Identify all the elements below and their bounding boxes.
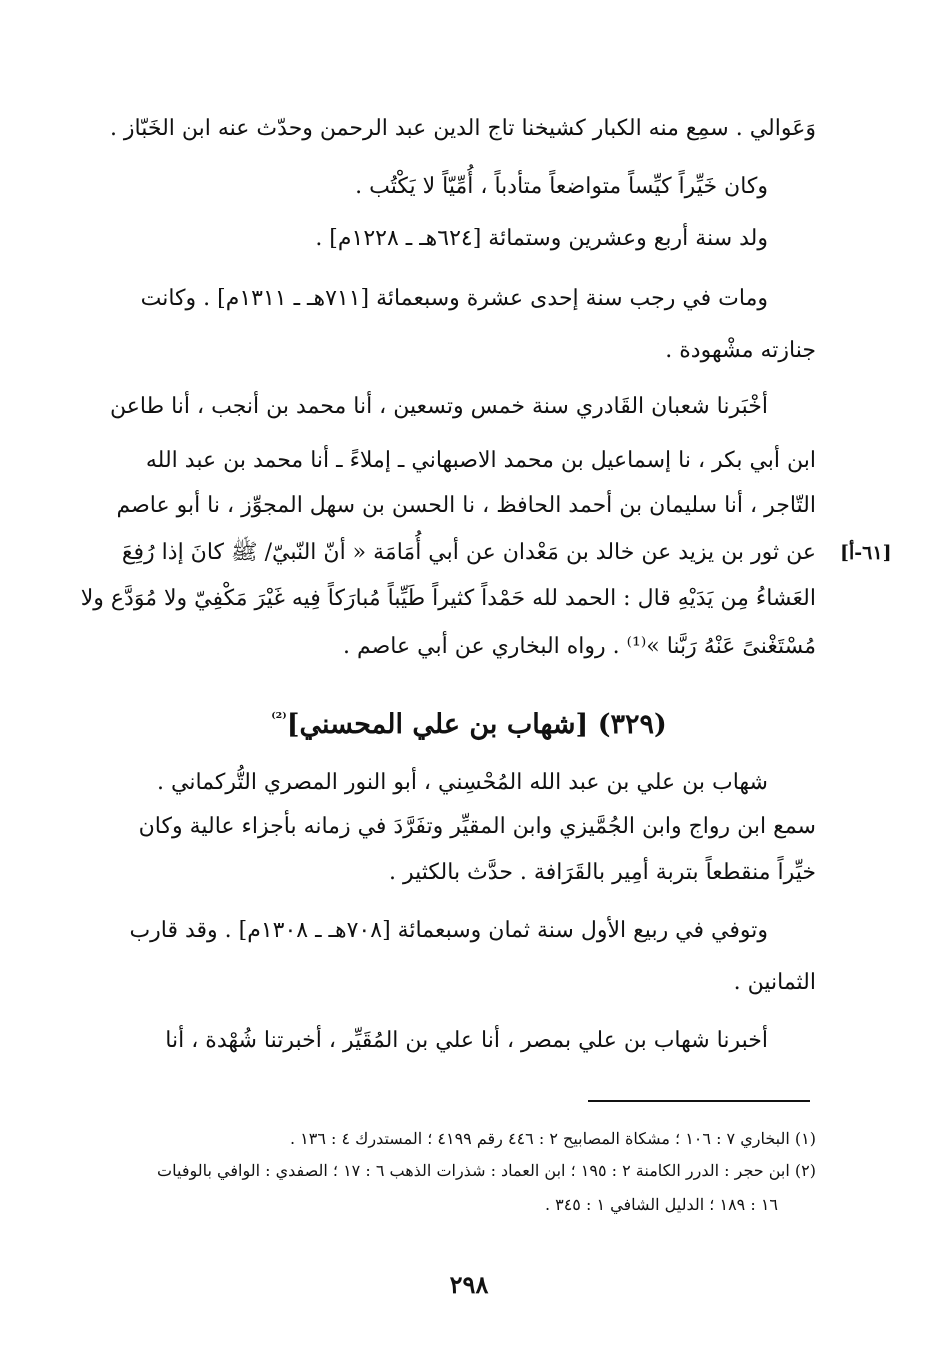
page-number: ٢٩٨ <box>449 1270 489 1299</box>
footnote-1: (١) البخاري ٧ : ١٠٦ ؛ مشكاة المصابيح ٢ : ٤٤٦ رقم ٤١٩٩ ؛ المستدرك ٤ : ١٣٦ . <box>289 1129 816 1148</box>
text-line: مُسْتَغْنىً عَنْهُ رَبَّنا »⁽¹⁾ . رواه البخاري عن أبي عاصم . <box>343 634 816 659</box>
text-line: أخبرنا شهاب بن علي بمصر ، أنا علي بن المُقَيِّر ، أخبرتنا شُهْدة ، أنا <box>165 1028 768 1053</box>
text-line: وتوفي في ربيع الأول سنة ثمان وسبعمائة [٧٠٨هـ ـ ١٣٠٨م] . وقد قارب <box>129 918 768 943</box>
text-line: عن ثور بن يزيد عن خالد بن مَعْدان عن أبي أُمَامَة « أنّ النّبيّ/ ﷺ كانَ إذا رُفِعَ <box>121 540 816 565</box>
text-line: وكان خَيِّراً كيِّساً متواضعاً متأدباً ، أُمِّيّاً لا يَكْتُب . <box>355 174 768 199</box>
text-line: خيِّراً منقطعاً بتربة أمِير بالقَرَافة . حدَّث بالكثير . <box>388 860 816 885</box>
text-line: شهاب بن علي بن عبد الله المُحْسِني ، أبو النور المصري التُّركماني . <box>157 770 768 795</box>
footnote-2: (٢) ابن حجر : الدرر الكامنة ٢ : ١٩٥ ؛ ابن العماد : شذرات الذهب ٦ : ١٧ ؛ الصفدي : الوافي بالوفيات <box>157 1161 816 1180</box>
text-line: ابن أبي بكر ، نا إسماعيل بن محمد الاصبهاني ـ إملاءً ـ أنا محمد بن عبد الله <box>145 448 816 473</box>
section-heading <box>0 696 938 747</box>
text-line: وَعَوالي . سمِع منه الكبار كشيخنا تاج الدين عبد الرحمن وحدّث عنه ابن الخَبّاز . <box>109 116 816 141</box>
text-line: أخْبَرنا شعبان القَادري سنة خمس وتسعين ، أنا محمد بن أنجب ، أنا طاعن <box>110 394 768 419</box>
text-line: جنازته مشْهودة . <box>665 338 816 363</box>
text-line: ومات في رجب سنة إحدى عشرة وسبعمائة [٧١١هـ ـ ١٣١١م] . وكانت <box>140 286 768 311</box>
manuscript-folio-ref: [٦١-أ] <box>840 542 892 564</box>
section-heading-text: (٣٢٩) [شهاب بن علي المحسني] <box>286 709 667 740</box>
text-line: التّاجر ، أنا سليمان بن أحمد الحافظ ، نا الحسن بن سهل المجوِّز ، نا أبو عاصم <box>116 493 816 518</box>
text-line: ولد سنة أربع وعشرين وستمائة [٦٢٤هـ ـ ١٢٢٨م] . <box>315 226 768 251</box>
footnote-rule <box>588 1100 810 1102</box>
footnote-marker: ⁽²⁾ <box>271 709 287 727</box>
text-line: سمع ابن رواج وابن الجُمَّيزي وابن المقيِّر وتفَرَّدَ في زمانه بأجزاء عالية وكان <box>138 814 816 839</box>
text-line: العَشاءُ مِن يَدَيْهِ قال : الحمد لله حَمْداً كثيراً طَيِّباً مُبارَكاً فِيه غَيْرَ مَكْفِيّ ولا مُوَدَّع ولا <box>80 586 816 611</box>
text-line: الثمانين . <box>733 970 816 995</box>
footnote-2-continued: ١٦ : ١٨٩ ؛ الدليل الشافي ١ : ٣٤٥ . <box>544 1195 778 1214</box>
